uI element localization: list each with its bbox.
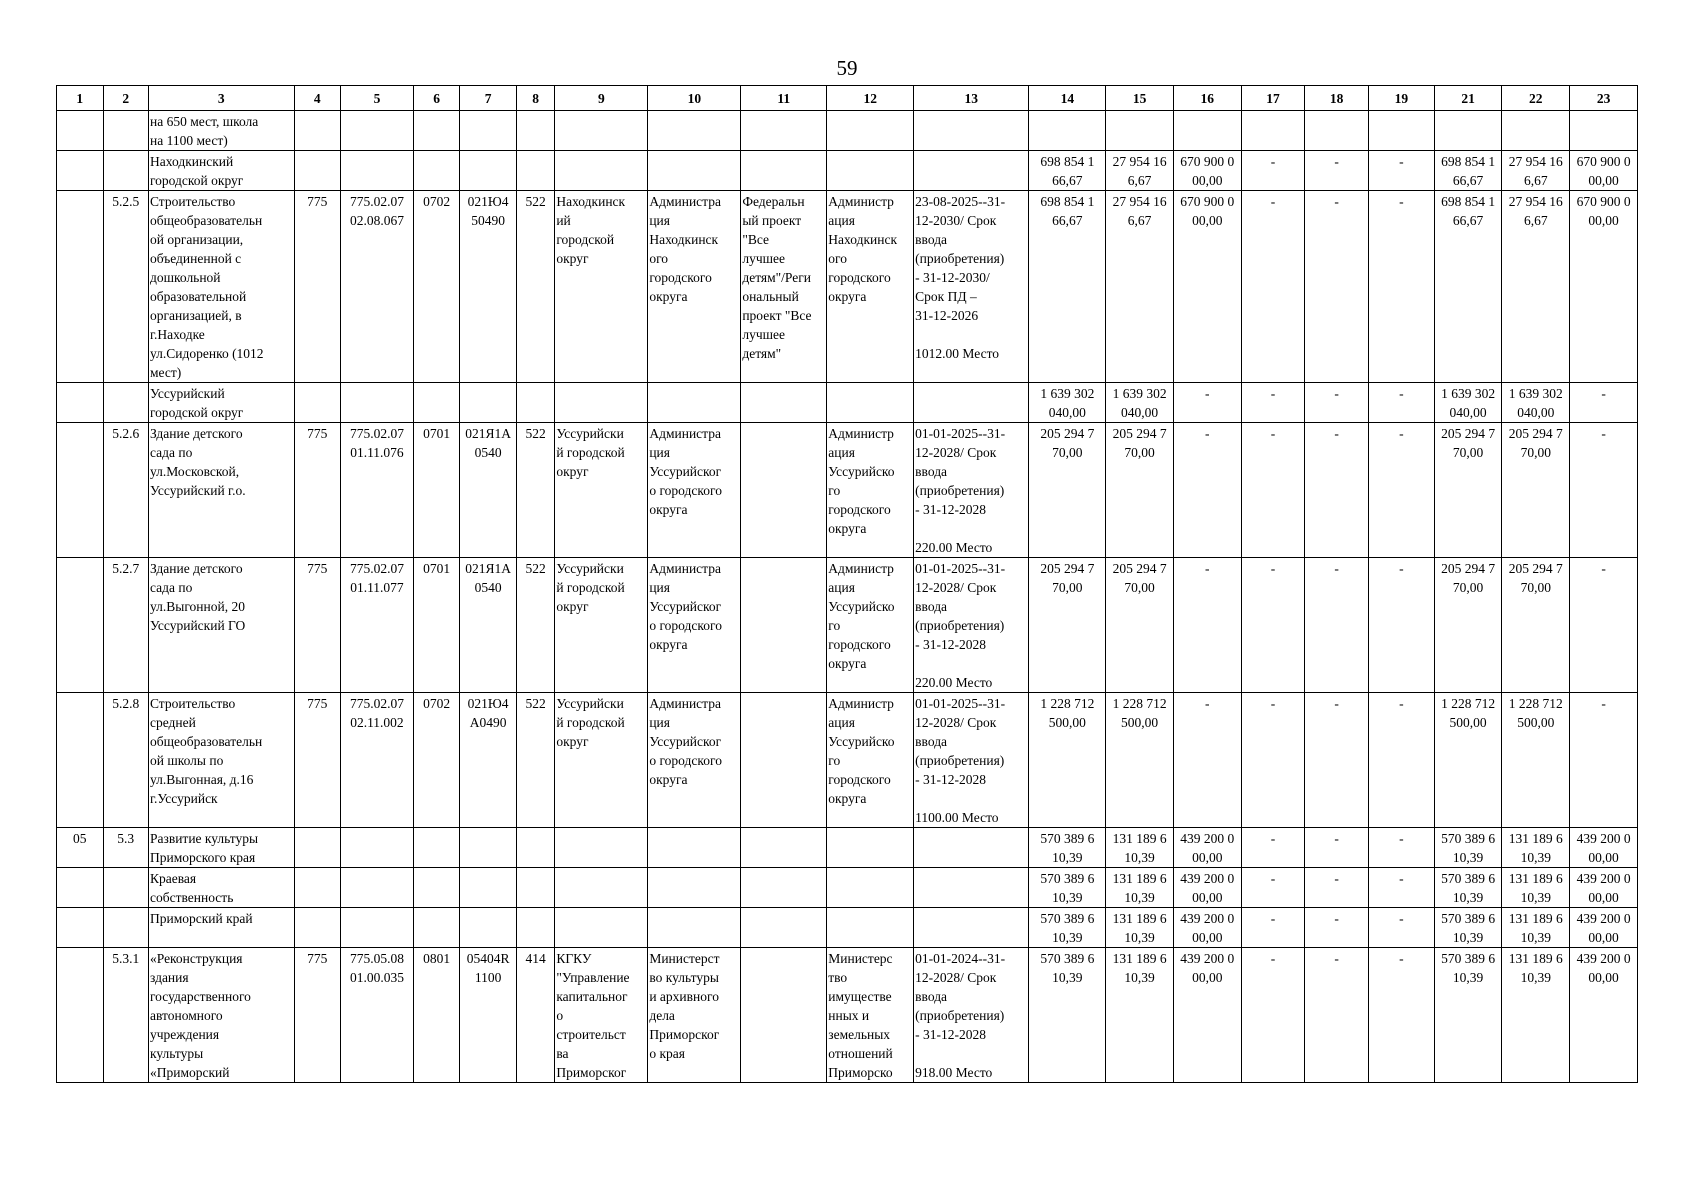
table-cell bbox=[1434, 111, 1502, 151]
table-cell: 775 bbox=[294, 948, 341, 1083]
table-cell bbox=[741, 693, 827, 828]
table-cell bbox=[460, 828, 517, 868]
table-cell: - bbox=[1305, 423, 1369, 558]
table-cell: 439 200 0 00,00 bbox=[1570, 868, 1638, 908]
column-header: 12 bbox=[827, 86, 914, 111]
table-cell: 5.2.7 bbox=[103, 558, 148, 693]
table-cell: 698 854 1 66,67 bbox=[1434, 191, 1502, 383]
table-cell: Находкинск ий городской округ bbox=[555, 191, 648, 383]
table-cell: 205 294 7 70,00 bbox=[1029, 558, 1106, 693]
table-cell bbox=[1029, 111, 1106, 151]
column-header: 18 bbox=[1305, 86, 1369, 111]
table-cell: 27 954 16 6,67 bbox=[1502, 191, 1570, 383]
column-header: 14 bbox=[1029, 86, 1106, 111]
table-cell bbox=[413, 828, 460, 868]
table-cell: - bbox=[1305, 383, 1369, 423]
table-cell bbox=[413, 111, 460, 151]
table-cell: 775 bbox=[294, 693, 341, 828]
table-cell bbox=[516, 868, 554, 908]
table-cell: 205 294 7 70,00 bbox=[1029, 423, 1106, 558]
table-cell: 23-08-2025--31- 12-2030/ Срок ввода (приобретения) - 31-12-2030/ Срок ПД – 31-12-2026 1012.00 Место bbox=[914, 191, 1029, 383]
table-cell: - bbox=[1369, 423, 1435, 558]
table-cell: 1 228 712 500,00 bbox=[1502, 693, 1570, 828]
table-cell: - bbox=[1570, 693, 1638, 828]
table-cell bbox=[555, 908, 648, 948]
table-cell bbox=[460, 383, 517, 423]
table-cell: 522 bbox=[516, 693, 554, 828]
table-cell: на 650 мест, школа на 1100 мест) bbox=[148, 111, 294, 151]
table-cell: - bbox=[1369, 383, 1435, 423]
table-cell: Находкинский городской округ bbox=[148, 151, 294, 191]
table-cell: 439 200 0 00,00 bbox=[1173, 948, 1241, 1083]
table-cell: - bbox=[1305, 191, 1369, 383]
table-cell: 131 189 6 10,39 bbox=[1502, 908, 1570, 948]
table-cell: 01-01-2025--31- 12-2028/ Срок ввода (приобретения) - 31-12-2028 220.00 Место bbox=[914, 423, 1029, 558]
table-cell: - bbox=[1173, 693, 1241, 828]
table-cell bbox=[341, 383, 414, 423]
table-cell: - bbox=[1241, 693, 1305, 828]
table-cell: 698 854 1 66,67 bbox=[1029, 151, 1106, 191]
table-cell: 05 bbox=[57, 828, 104, 868]
table-cell bbox=[741, 111, 827, 151]
table-cell: 27 954 16 6,67 bbox=[1106, 191, 1174, 383]
table-cell: - bbox=[1570, 423, 1638, 558]
table-cell bbox=[341, 828, 414, 868]
table-cell: Уссурийски й городской округ bbox=[555, 558, 648, 693]
table-cell: - bbox=[1305, 693, 1369, 828]
table-cell bbox=[103, 111, 148, 151]
table-cell bbox=[460, 111, 517, 151]
table-cell bbox=[648, 151, 741, 191]
table-cell: Администр ация Находкинск ого городского округа bbox=[827, 191, 914, 383]
table-cell bbox=[57, 383, 104, 423]
table-cell: 27 954 16 6,67 bbox=[1106, 151, 1174, 191]
column-header: 10 bbox=[648, 86, 741, 111]
table-cell bbox=[57, 693, 104, 828]
column-header: 13 bbox=[914, 86, 1029, 111]
table-cell bbox=[103, 383, 148, 423]
column-header: 23 bbox=[1570, 86, 1638, 111]
table-cell: Министерс тво имуществе нных и земельных отношений Приморско bbox=[827, 948, 914, 1083]
table-cell: 131 189 6 10,39 bbox=[1502, 868, 1570, 908]
column-header: 16 bbox=[1173, 86, 1241, 111]
table-cell: 0702 bbox=[413, 693, 460, 828]
table-cell: 698 854 1 66,67 bbox=[1029, 191, 1106, 383]
table-cell bbox=[294, 151, 341, 191]
table-cell: 131 189 6 10,39 bbox=[1106, 828, 1174, 868]
table-row bbox=[57, 908, 1638, 948]
table-cell: 205 294 7 70,00 bbox=[1106, 423, 1174, 558]
table-cell bbox=[555, 151, 648, 191]
table-cell: Администра ция Уссурийског о городского округа bbox=[648, 558, 741, 693]
table-cell bbox=[741, 908, 827, 948]
table-cell bbox=[57, 111, 104, 151]
table-cell: - bbox=[1241, 423, 1305, 558]
column-header: 15 bbox=[1106, 86, 1174, 111]
table-cell bbox=[555, 383, 648, 423]
table-cell: 0701 bbox=[413, 558, 460, 693]
table-cell: - bbox=[1173, 423, 1241, 558]
table-row bbox=[57, 558, 1638, 693]
table-cell bbox=[741, 558, 827, 693]
table-cell bbox=[914, 908, 1029, 948]
table-cell: Уссурийски й городской округ bbox=[555, 423, 648, 558]
table-cell: 205 294 7 70,00 bbox=[1106, 558, 1174, 693]
table-cell bbox=[460, 151, 517, 191]
table-cell: Администр ация Уссурийско го городского округа bbox=[827, 558, 914, 693]
table-cell bbox=[57, 191, 104, 383]
table-cell: - bbox=[1241, 908, 1305, 948]
table-cell: 1 228 712 500,00 bbox=[1106, 693, 1174, 828]
table-cell: Администра ция Уссурийског о городского округа bbox=[648, 693, 741, 828]
table-cell bbox=[103, 908, 148, 948]
column-header: 5 bbox=[341, 86, 414, 111]
table-cell bbox=[741, 383, 827, 423]
table-row bbox=[57, 948, 1638, 1083]
table-cell bbox=[827, 828, 914, 868]
table-cell: 670 900 0 00,00 bbox=[1570, 191, 1638, 383]
table-cell: 205 294 7 70,00 bbox=[1502, 558, 1570, 693]
table-cell bbox=[741, 868, 827, 908]
table-cell: 27 954 16 6,67 bbox=[1502, 151, 1570, 191]
table-cell: 670 900 0 00,00 bbox=[1173, 151, 1241, 191]
table-cell bbox=[413, 908, 460, 948]
table-cell: 021Ю4 50490 bbox=[460, 191, 517, 383]
page-number: 59 bbox=[836, 56, 858, 80]
column-header: 4 bbox=[294, 86, 341, 111]
table-cell: - bbox=[1369, 828, 1435, 868]
column-header: 19 bbox=[1369, 86, 1435, 111]
table-cell bbox=[57, 908, 104, 948]
table-cell: - bbox=[1305, 908, 1369, 948]
table-cell bbox=[555, 828, 648, 868]
table-cell bbox=[741, 948, 827, 1083]
table-cell bbox=[516, 383, 554, 423]
table-cell: 570 389 6 10,39 bbox=[1434, 868, 1502, 908]
table-cell: 775 bbox=[294, 423, 341, 558]
table-cell bbox=[294, 868, 341, 908]
table-cell bbox=[103, 868, 148, 908]
header-row bbox=[57, 86, 1638, 111]
table-cell: 1 639 302 040,00 bbox=[1029, 383, 1106, 423]
table-cell: - bbox=[1241, 828, 1305, 868]
column-header: 1 bbox=[57, 86, 104, 111]
table-cell: 439 200 0 00,00 bbox=[1570, 828, 1638, 868]
table-cell bbox=[648, 868, 741, 908]
table-cell: 5.3 bbox=[103, 828, 148, 868]
table-cell bbox=[914, 383, 1029, 423]
table-cell: Администр ация Уссурийско го городского округа bbox=[827, 693, 914, 828]
table-cell bbox=[1241, 111, 1305, 151]
table-cell: - bbox=[1173, 383, 1241, 423]
table-cell bbox=[1173, 111, 1241, 151]
table-cell: - bbox=[1305, 948, 1369, 1083]
column-header: 11 bbox=[741, 86, 827, 111]
table-cell: Приморский край bbox=[148, 908, 294, 948]
table-cell bbox=[516, 151, 554, 191]
table-cell bbox=[648, 383, 741, 423]
table-cell bbox=[648, 908, 741, 948]
table-cell: - bbox=[1241, 383, 1305, 423]
table-cell: Строительство средней общеобразовательн ой школы по ул.Выгонная, д.16 г.Уссурийск bbox=[148, 693, 294, 828]
table-cell: 775.02.07 01.11.077 bbox=[341, 558, 414, 693]
table-cell bbox=[341, 111, 414, 151]
table-cell: 131 189 6 10,39 bbox=[1106, 868, 1174, 908]
table-cell: Федеральн ый проект "Все лучшее детям"/Реги ональный проект "Все лучшее детям" bbox=[741, 191, 827, 383]
table-cell: 670 900 0 00,00 bbox=[1173, 191, 1241, 383]
table-cell: 775.02.07 01.11.076 bbox=[341, 423, 414, 558]
table-cell: 439 200 0 00,00 bbox=[1173, 868, 1241, 908]
table-cell bbox=[914, 111, 1029, 151]
table-cell bbox=[341, 868, 414, 908]
table-cell: - bbox=[1369, 948, 1435, 1083]
column-header: 21 bbox=[1434, 86, 1502, 111]
table-cell: 570 389 6 10,39 bbox=[1029, 868, 1106, 908]
table-cell: - bbox=[1369, 868, 1435, 908]
table-cell: 414 bbox=[516, 948, 554, 1083]
table-cell bbox=[294, 111, 341, 151]
table-cell: - bbox=[1305, 151, 1369, 191]
table-cell bbox=[914, 151, 1029, 191]
table-cell: 522 bbox=[516, 423, 554, 558]
table-cell bbox=[413, 383, 460, 423]
table-cell: Здание детского сада по ул.Выгонной, 20 Уссурийский ГО bbox=[148, 558, 294, 693]
column-header: 2 bbox=[103, 86, 148, 111]
table-cell: 0702 bbox=[413, 191, 460, 383]
table-cell bbox=[1106, 111, 1174, 151]
table-cell bbox=[648, 828, 741, 868]
table-cell: 1 639 302 040,00 bbox=[1502, 383, 1570, 423]
table-cell: 5.2.8 bbox=[103, 693, 148, 828]
table-cell bbox=[1305, 111, 1369, 151]
table-cell: Администра ция Находкинск ого городского округа bbox=[648, 191, 741, 383]
table-cell: - bbox=[1369, 908, 1435, 948]
table-cell bbox=[1502, 111, 1570, 151]
table-cell bbox=[294, 908, 341, 948]
table-cell bbox=[413, 151, 460, 191]
table-cell: 205 294 7 70,00 bbox=[1502, 423, 1570, 558]
table-row bbox=[57, 828, 1638, 868]
table-cell: 570 389 6 10,39 bbox=[1029, 828, 1106, 868]
table-cell: 021Я1А 0540 bbox=[460, 423, 517, 558]
table-cell: - bbox=[1241, 948, 1305, 1083]
table-cell bbox=[341, 151, 414, 191]
table-cell bbox=[516, 908, 554, 948]
table-cell bbox=[57, 151, 104, 191]
table-cell: 570 389 6 10,39 bbox=[1434, 948, 1502, 1083]
table-cell: 01-01-2025--31- 12-2028/ Срок ввода (приобретения) - 31-12-2028 220.00 Место bbox=[914, 558, 1029, 693]
table-cell bbox=[827, 111, 914, 151]
table-cell: - bbox=[1570, 558, 1638, 693]
table-cell: КГКУ "Управление капитальног о строительст ва Приморског bbox=[555, 948, 648, 1083]
column-header: 7 bbox=[460, 86, 517, 111]
table-cell: - bbox=[1305, 828, 1369, 868]
table-cell: - bbox=[1570, 383, 1638, 423]
table-row bbox=[57, 191, 1638, 383]
table-cell: Уссурийский городской округ bbox=[148, 383, 294, 423]
table-cell bbox=[341, 908, 414, 948]
table-row bbox=[57, 151, 1638, 191]
budget-table bbox=[56, 85, 1638, 1083]
table-cell: 570 389 6 10,39 bbox=[1029, 908, 1106, 948]
table-cell: - bbox=[1241, 191, 1305, 383]
table-cell: - bbox=[1241, 558, 1305, 693]
table-cell: 0701 bbox=[413, 423, 460, 558]
table-cell: - bbox=[1305, 558, 1369, 693]
table-cell: 570 389 6 10,39 bbox=[1434, 908, 1502, 948]
table-cell: Здание детского сада по ул.Московской, Уссурийский г.о. bbox=[148, 423, 294, 558]
table-cell bbox=[516, 828, 554, 868]
table-cell: Уссурийски й городской округ bbox=[555, 693, 648, 828]
table-cell: 05404R 1100 bbox=[460, 948, 517, 1083]
table-cell: 775 bbox=[294, 558, 341, 693]
table-cell bbox=[741, 151, 827, 191]
table-cell: 01-01-2024--31- 12-2028/ Срок ввода (приобретения) - 31-12-2028 918.00 Место bbox=[914, 948, 1029, 1083]
table-cell: - bbox=[1305, 868, 1369, 908]
table-cell bbox=[827, 908, 914, 948]
table-cell: 131 189 6 10,39 bbox=[1502, 828, 1570, 868]
table-cell: 670 900 0 00,00 bbox=[1570, 151, 1638, 191]
table-cell: 775.05.08 01.00.035 bbox=[341, 948, 414, 1083]
table-cell: - bbox=[1369, 191, 1435, 383]
table-cell: - bbox=[1241, 151, 1305, 191]
table-cell bbox=[516, 111, 554, 151]
table-cell: Краевая собственность bbox=[148, 868, 294, 908]
table-cell bbox=[460, 908, 517, 948]
table-cell: Администр ация Уссурийско го городского округа bbox=[827, 423, 914, 558]
table-cell bbox=[914, 868, 1029, 908]
table-cell: - bbox=[1369, 558, 1435, 693]
table-cell bbox=[741, 828, 827, 868]
table-cell: 698 854 1 66,67 bbox=[1434, 151, 1502, 191]
table-cell: 522 bbox=[516, 191, 554, 383]
table-cell bbox=[827, 151, 914, 191]
table-row bbox=[57, 383, 1638, 423]
table-cell: Администра ция Уссурийског о городского округа bbox=[648, 423, 741, 558]
table-cell bbox=[1570, 111, 1638, 151]
table-cell: Развитие культуры Приморского края bbox=[148, 828, 294, 868]
table-cell bbox=[741, 423, 827, 558]
table-cell bbox=[57, 423, 104, 558]
table-cell: 1 228 712 500,00 bbox=[1029, 693, 1106, 828]
table-cell bbox=[460, 868, 517, 908]
table-cell: 131 189 6 10,39 bbox=[1106, 948, 1174, 1083]
column-header: 6 bbox=[413, 86, 460, 111]
table-cell bbox=[294, 383, 341, 423]
table-cell: - bbox=[1369, 151, 1435, 191]
table-cell: 439 200 0 00,00 bbox=[1173, 908, 1241, 948]
table-cell: 5.3.1 bbox=[103, 948, 148, 1083]
table-cell: 205 294 7 70,00 bbox=[1434, 423, 1502, 558]
table-cell bbox=[555, 111, 648, 151]
table-cell bbox=[57, 868, 104, 908]
table-row bbox=[57, 693, 1638, 828]
table-cell: 775.02.07 02.11.002 bbox=[341, 693, 414, 828]
table-cell: - bbox=[1241, 868, 1305, 908]
table-cell: 1 639 302 040,00 bbox=[1106, 383, 1174, 423]
table-cell: Министерст во культуры и архивного дела Приморског о края bbox=[648, 948, 741, 1083]
table-cell bbox=[294, 828, 341, 868]
table-cell: 775 bbox=[294, 191, 341, 383]
table-cell: 439 200 0 00,00 bbox=[1570, 948, 1638, 1083]
column-header: 9 bbox=[555, 86, 648, 111]
table-cell: 205 294 7 70,00 bbox=[1434, 558, 1502, 693]
table-cell: «Реконструкция здания государственного автономного учреждения культуры «Приморский bbox=[148, 948, 294, 1083]
table-cell: - bbox=[1173, 558, 1241, 693]
table-row bbox=[57, 868, 1638, 908]
table-cell: 775.02.07 02.08.067 bbox=[341, 191, 414, 383]
table-cell: Строительство общеобразовательн ой организации, объединенной с дошкольной образовательной организацией, в г.Находке ул.Сидоренко (1012 мест) bbox=[148, 191, 294, 383]
table-cell bbox=[57, 558, 104, 693]
table-cell bbox=[1369, 111, 1435, 151]
table-cell bbox=[413, 868, 460, 908]
table-cell: 1 639 302 040,00 bbox=[1434, 383, 1502, 423]
table-cell: 1 228 712 500,00 bbox=[1434, 693, 1502, 828]
table-cell: 0801 bbox=[413, 948, 460, 1083]
table-cell: 5.2.5 bbox=[103, 191, 148, 383]
table-cell bbox=[827, 868, 914, 908]
table-cell bbox=[103, 151, 148, 191]
table-cell bbox=[914, 828, 1029, 868]
table-cell: 021Я1А 0540 bbox=[460, 558, 517, 693]
table-cell: 131 189 6 10,39 bbox=[1106, 908, 1174, 948]
table-cell: 131 189 6 10,39 bbox=[1502, 948, 1570, 1083]
table-cell: 5.2.6 bbox=[103, 423, 148, 558]
column-header: 3 bbox=[148, 86, 294, 111]
column-header: 17 bbox=[1241, 86, 1305, 111]
table-cell: 01-01-2025--31- 12-2028/ Срок ввода (приобретения) - 31-12-2028 1100.00 Место bbox=[914, 693, 1029, 828]
table-row bbox=[57, 423, 1638, 558]
table-cell bbox=[827, 383, 914, 423]
table-body bbox=[57, 86, 1638, 1083]
table-cell bbox=[57, 948, 104, 1083]
column-header: 22 bbox=[1502, 86, 1570, 111]
table-cell bbox=[555, 868, 648, 908]
table-cell: 570 389 6 10,39 bbox=[1434, 828, 1502, 868]
table-cell bbox=[648, 111, 741, 151]
column-header: 8 bbox=[516, 86, 554, 111]
table-cell: 570 389 6 10,39 bbox=[1029, 948, 1106, 1083]
table-row bbox=[57, 111, 1638, 151]
table-cell: - bbox=[1369, 693, 1435, 828]
table-cell: 021Ю4 А0490 bbox=[460, 693, 517, 828]
table-cell: 439 200 0 00,00 bbox=[1570, 908, 1638, 948]
table-cell: 439 200 0 00,00 bbox=[1173, 828, 1241, 868]
table-cell: 522 bbox=[516, 558, 554, 693]
